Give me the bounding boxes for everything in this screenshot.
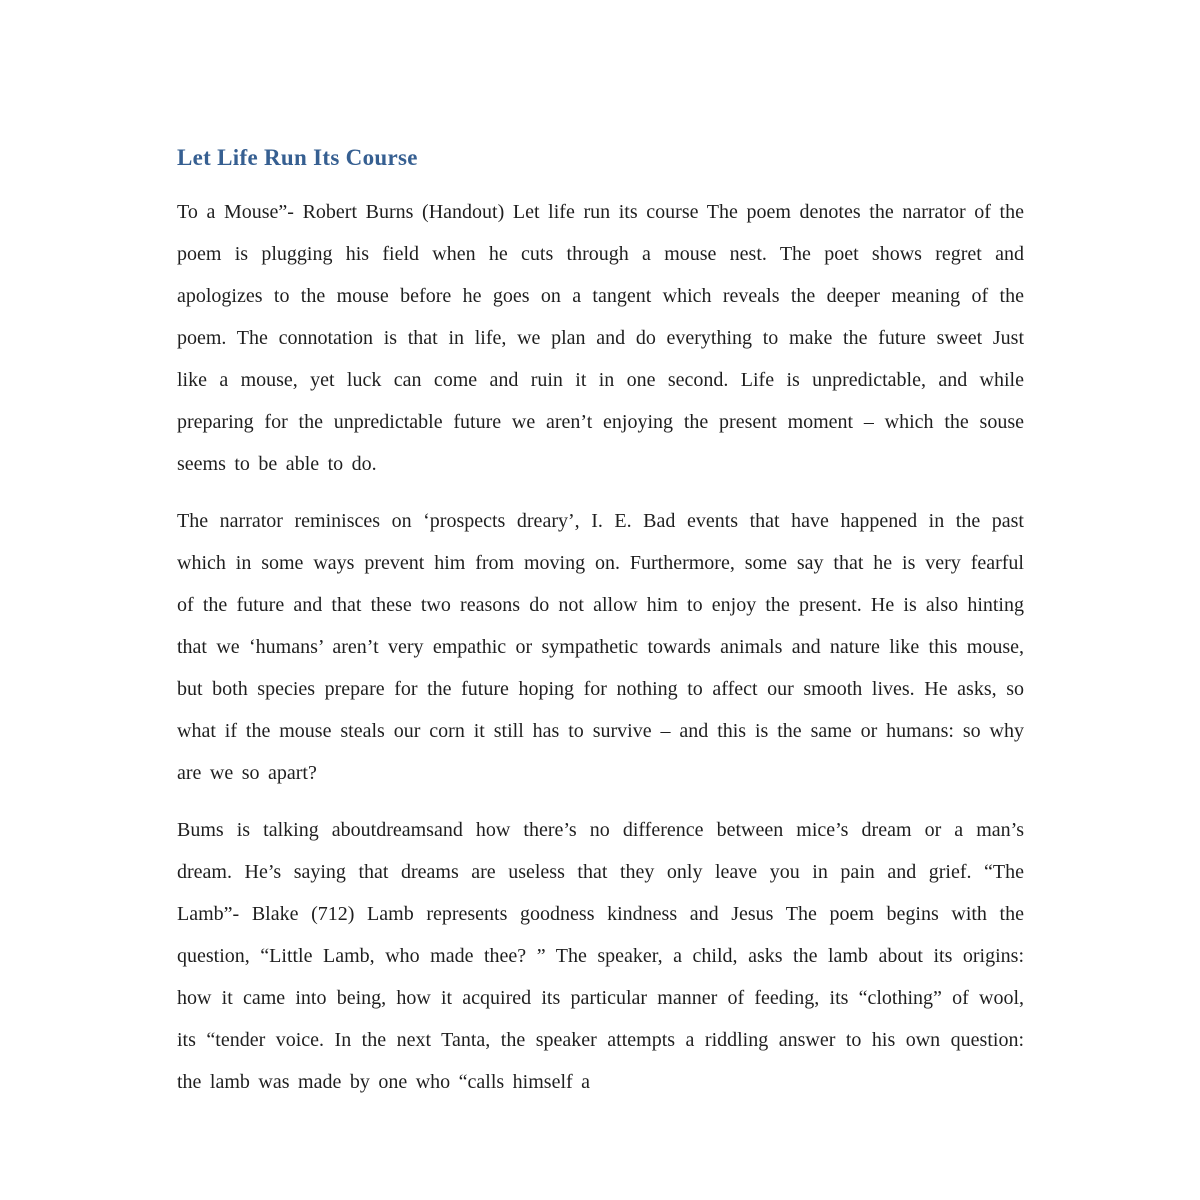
paragraph-dreams-the-lamb: Bums is talking aboutdreamsand how there’s no difference between mice’s dream or a man’s dream. He’s saying that dreams are useless that they only leave you in pain and grief. “The Lamb”- Blake (712) Lamb represents goodness kindness and Jesus The poem begins with the question, “Little Lamb, who made thee? ” The speaker, a child, asks the lamb about its origins: how it came into being, how it acquired its particular manner of feeding, its “clothing” of wool, its “tender voice. In the next Tanta, the speaker attempts a riddling answer to his own question: the lamb was made by one who “calls himself a bbox=[177, 819, 1024, 1093]
paragraph-to-a-mouse: To a Mouse”- Robert Burns (Handout) Let life run its course The poem denotes the narrator of the poem is plugging his field when he cuts through a mouse nest. The poet shows regret and apologizes to the mouse before he goes on a tangent which reveals the deeper meaning of the poem. The connotation is that in life, we plan and do everything to make the future sweet Just like a mouse, yet luck can come and ruin it in one second. Life is unpredictable, and while preparing for the unpredictable future we aren’t enjoying the present moment – which the souse seems to be able to do. bbox=[177, 201, 1024, 475]
paragraph-narrator-reminisces: The narrator reminisces on ‘prospects dreary’, I. E. Bad events that have happened in the past which in some ways prevent him from moving on. Furthermore, some say that he is very fearful of the future and that these two reasons do not allow him to enjoy the present. He is also hinting that we ‘humans’ aren’t very empathic or sympathetic towards animals and nature like this mouse, but both species prepare for the future hoping for nothing to affect our smooth lives. He asks, so what if the mouse steals our corn it still has to survive – and this is the same or humans: so why are we so apart? bbox=[177, 510, 1024, 784]
document-content bbox=[177, 144, 1024, 1103]
page-title: Let Life Run Its Course bbox=[177, 145, 418, 170]
